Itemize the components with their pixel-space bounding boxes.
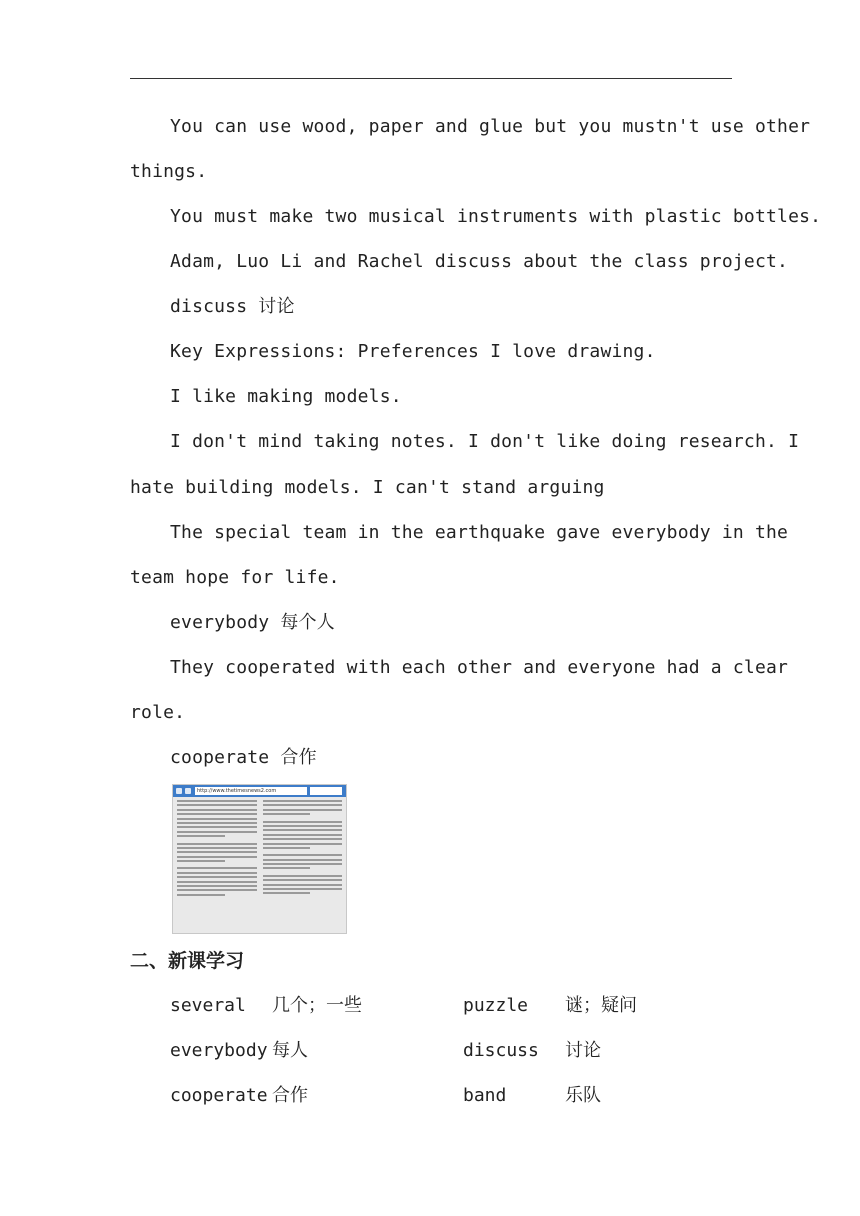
text-line: team hope for life.: [130, 567, 340, 588]
text-line: The special team in the earthquake gave everybody in the: [170, 522, 789, 543]
vocab-meaning: 讨论: [565, 1040, 601, 1061]
vocab-meaning: 合作: [272, 1085, 308, 1106]
forward-icon: [185, 788, 191, 794]
vocab-meaning: 每人: [272, 1040, 308, 1061]
article-column-left: [177, 800, 257, 898]
browser-toolbar: [173, 785, 346, 797]
text-line: hate building models. I can't stand arguing: [130, 477, 605, 498]
text-line: I like making models.: [170, 386, 402, 407]
search-box: [310, 787, 342, 795]
text-line: role.: [130, 702, 186, 723]
vocab-word: everybody: [170, 1040, 268, 1061]
header-rule: [130, 78, 732, 79]
text-line: things.: [130, 161, 208, 182]
vocab-word: puzzle: [463, 995, 529, 1016]
text-line: discuss 讨论: [170, 296, 295, 317]
vocab-word: band: [463, 1085, 507, 1106]
article-text-columns: [173, 797, 346, 901]
vocab-meaning: 谜；疑问: [565, 995, 637, 1016]
section-heading: 二、新课学习: [130, 950, 245, 972]
vocab-word: discuss: [463, 1040, 539, 1061]
vocab-word: several: [170, 995, 246, 1016]
text-line: everybody 每个人: [170, 612, 335, 633]
vocab-meaning: 几个；一些: [272, 995, 362, 1016]
article-column-right: [263, 800, 343, 898]
text-line: They cooperated with each other and everyone had a clear: [170, 657, 789, 678]
text-line: cooperate 合作: [170, 747, 317, 768]
text-line: You must make two musical instruments with plastic bottles.: [170, 206, 822, 227]
address-bar: http://www.thetimesnews2.com: [195, 787, 307, 795]
back-icon: [176, 788, 182, 794]
text-line: Key Expressions: Preferences I love drawing.: [170, 341, 656, 362]
text-line: I don't mind taking notes. I don't like doing research. I: [170, 431, 800, 452]
text-line: Adam, Luo Li and Rachel discuss about the class project.: [170, 251, 789, 272]
text-line: You can use wood, paper and glue but you mustn't use other: [170, 116, 811, 137]
news-webpage-image: [172, 784, 347, 934]
vocab-word: cooperate: [170, 1085, 268, 1106]
vocab-meaning: 乐队: [565, 1085, 601, 1106]
